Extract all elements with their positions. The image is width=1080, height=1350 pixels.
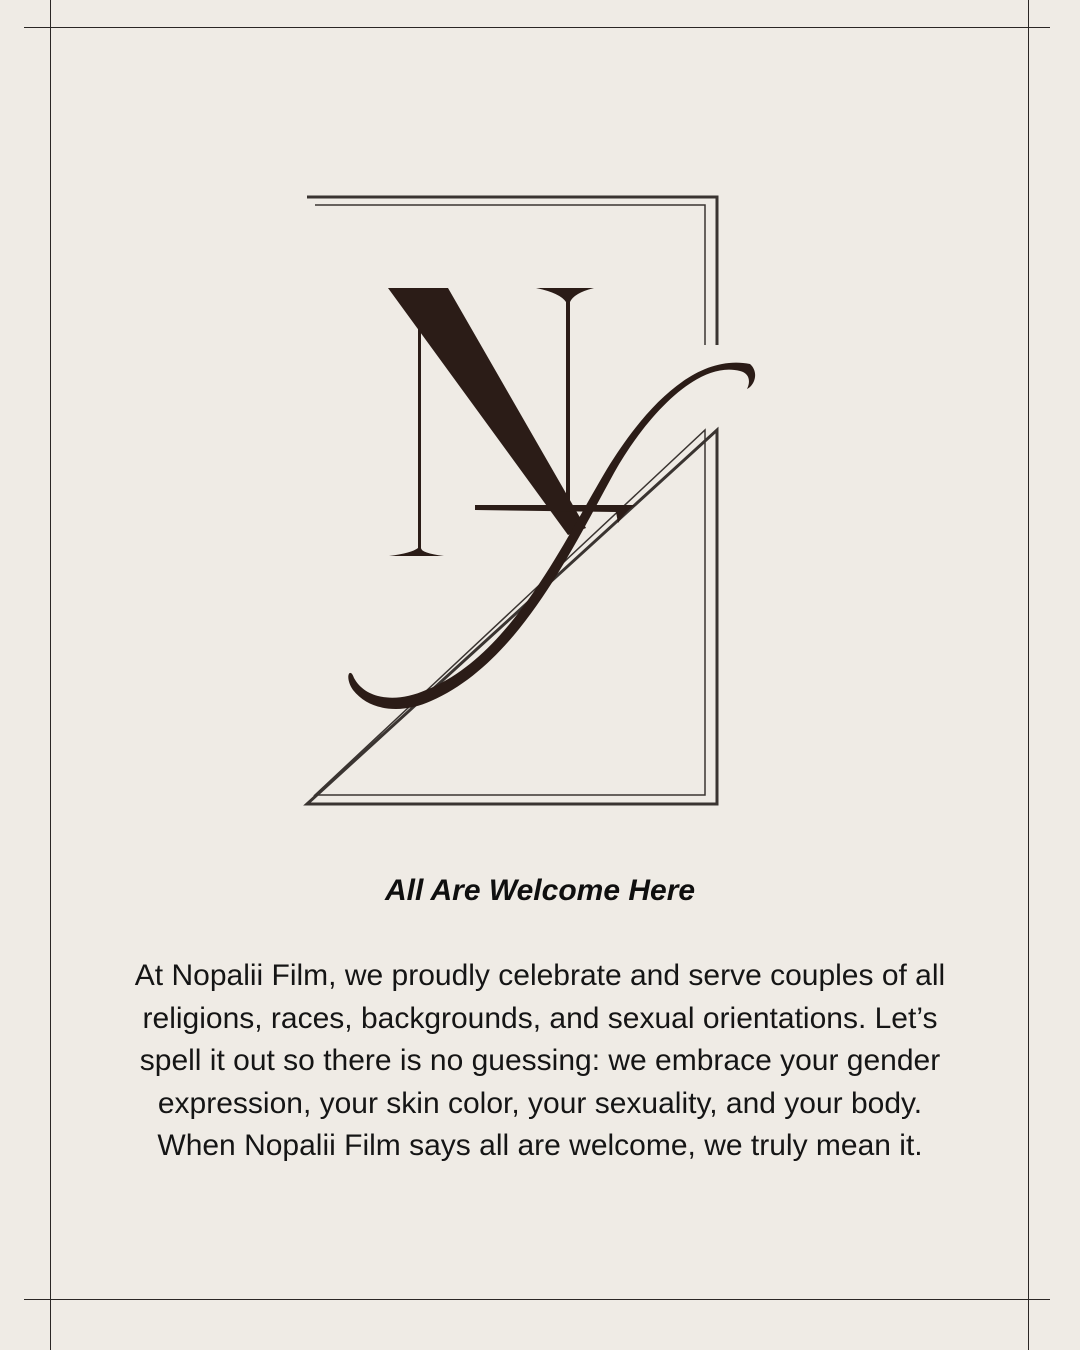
monogram-n-top-serif [536,288,594,302]
monogram-svg [300,190,770,810]
logo-inner-frame [315,205,705,795]
monogram-n-diagonal [388,288,586,535]
logo-outer-frame [307,197,717,804]
monogram-n-right-stem [566,288,570,502]
brand-logo [300,190,770,810]
page-heading: All Are Welcome Here [384,874,696,907]
frame-bottom-line [24,1299,1050,1300]
welcome-statement: At Nopalii Film, we proudly celebrate and serve couples of all religions, races, backgrounds, and sexual orientations. Let’s spell it out so there is no guessing: we embrace your gender expression, your skin color, your sexuality, and your body. When Nopalii Film says all are welcome, we truly mean it. [134,959,946,1162]
frame-right-line [1028,0,1029,1350]
monogram-f-swash [348,363,755,709]
frame-top-line [24,27,1050,28]
frame-left-line [50,0,51,1350]
